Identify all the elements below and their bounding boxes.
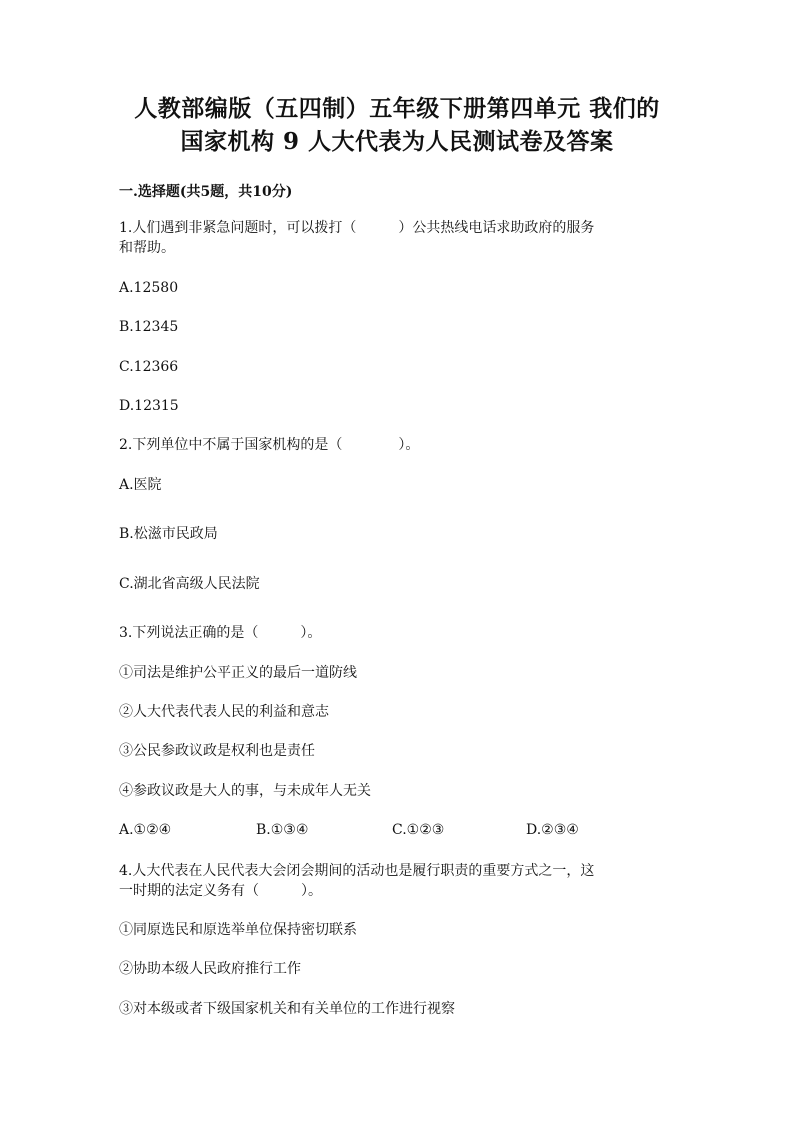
question-1-stem-line-1: 1.人们遇到非紧急问题时，可以拨打（ ）公共热线电话求助政府的服务 bbox=[119, 220, 595, 236]
question-4-statement-3: ③对本级或者下级国家机关和有关单位的工作进行视察 bbox=[119, 1001, 455, 1017]
question-2-option-b: B.松滋市民政局 bbox=[119, 526, 218, 542]
question-1-option-a: A.12580 bbox=[119, 280, 179, 296]
question-4-stem-line-1: 4.人大代表在人民代表大会闭会期间的活动也是履行职责的重要方式之一，这 bbox=[119, 863, 595, 879]
page-title bbox=[80, 92, 714, 158]
title-line-1: 人教部编版（五四制）五年级下册第四单元 我们的 bbox=[134, 95, 660, 122]
question-3-statement-1: ①司法是维护公平正义的最后一道防线 bbox=[119, 665, 357, 681]
question-4-stem-line-2: 一时期的法定义务有（ ）。 bbox=[119, 883, 322, 899]
question-3-statement-2: ②人大代表代表人民的利益和意志 bbox=[119, 704, 329, 720]
question-1-option-d: D.12315 bbox=[119, 398, 179, 414]
question-4-statement-2: ②协助本级人民政府推行工作 bbox=[119, 961, 301, 977]
question-4-statement-1: ①同原选民和原选举单位保持密切联系 bbox=[119, 922, 357, 938]
question-3-option-c: C.①②③ bbox=[392, 822, 445, 838]
question-2-option-a: A.医院 bbox=[119, 477, 162, 493]
section-heading: 一.选择题(共5题，共10分) bbox=[119, 184, 293, 200]
question-1-option-c: C.12366 bbox=[119, 359, 179, 375]
question-3-option-d: D.②③④ bbox=[526, 822, 579, 838]
question-1-stem-line-2: 和帮助。 bbox=[119, 240, 175, 256]
question-3-stem: 3.下列说法正确的是（ ）。 bbox=[119, 625, 322, 641]
question-2-option-c: C.湖北省高级人民法院 bbox=[119, 576, 260, 592]
question-3-option-b: B.①③④ bbox=[256, 822, 309, 838]
question-2-stem: 2.下列单位中不属于国家机构的是（ ）。 bbox=[119, 437, 420, 453]
title-line-2: 国家机构 9 人大代表为人民测试卷及答案 bbox=[180, 128, 614, 155]
question-3-option-a: A.①②④ bbox=[119, 822, 172, 838]
question-3-statement-4: ④参政议政是大人的事，与未成年人无关 bbox=[119, 783, 371, 799]
question-1-option-b: B.12345 bbox=[119, 319, 179, 335]
question-3-statement-3: ③公民参政议政是权利也是责任 bbox=[119, 743, 315, 759]
